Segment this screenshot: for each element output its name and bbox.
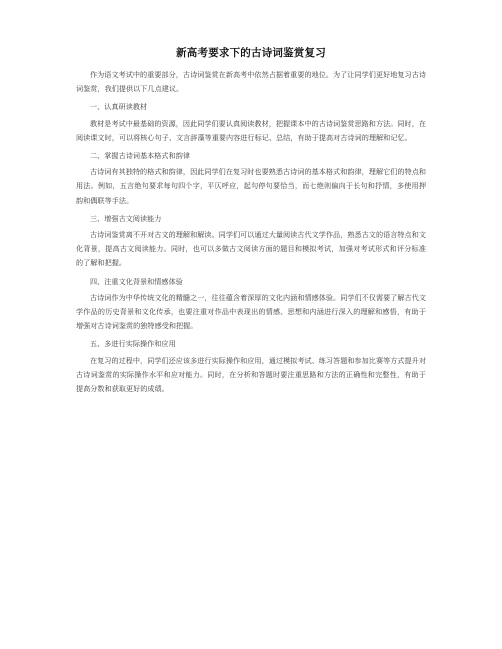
intro-paragraph: 作为语文考试中的重要部分，古诗词鉴赏在新高考中依然占据着重要的地位。为了让同学们更好地复习古诗词鉴赏，我们提供以下几点建议。 <box>76 70 426 94</box>
section-body: 教材是考试中最基础的资源，因此同学们要认真阅读教材，把握课本中的古诗词鉴赏思路和方法。同时，在阅读课文时，可以将核心句子、文言辞藻等重要内容进行标记、总结，有助于提高对古诗词的理解和记忆。 <box>76 118 426 142</box>
section-body: 古诗词鉴赏离不开对古文的理解和解读。同学们可以通过大量阅读古代文学作品，熟悉古文的语言特点和文化背景，提高古文阅读能力。同时，也可以多做古文阅读方面的题目和模拟考试，加强对考试形式和评分标准的了解和把握。 <box>76 230 426 268</box>
section-heading: 五、多进行实际操作和应用 <box>90 339 176 349</box>
section-heading: 二、掌握古诗词基本格式和韵律 <box>90 151 191 161</box>
section-heading: 四、注重文化背景和情感体验 <box>90 276 183 286</box>
section-heading: 三、增强古文阅读能力 <box>90 213 162 223</box>
section-body: 在复习的过程中，同学们还应该多进行实际操作和应用，通过模拟考试、练习答题和参加比赛等方式提升对古诗词鉴赏的实际操作水平和应对能力。同时，在分析和答题时要注重思路和方法的正确性和完整性，有助于提高分数和获取更好的成绩。 <box>76 355 426 394</box>
section-3 <box>76 209 426 271</box>
section-body: 古诗词作为中华传统文化的精髓之一，往往蕴含着深厚的文化内涵和情感体验。同学们不仅需要了解古代文学作品的历史背景和文化传承，也要注重对作品中表现出的情感、思想和内涵进行深入的理解和感悟，有助于增强对古诗词鉴赏的独特感受和把握。 <box>76 292 426 331</box>
section-body: 古诗词有其独特的格式和韵律，因此同学们在复习时也要熟悉古诗词的基本格式和韵律，理解它们的特点和用法。例如，五言绝句要求每句四个字，平仄呼应，起句停句要恰当，而七绝则偏向于长句和抒情，多使用押韵和偶联等手法。 <box>76 167 426 205</box>
document-content <box>76 46 426 397</box>
section-1 <box>76 97 426 145</box>
document-title: 新高考要求下的古诗词鉴赏复习 <box>176 47 326 59</box>
section-5 <box>76 334 426 396</box>
section-4 <box>76 272 426 334</box>
section-2 <box>76 146 426 208</box>
section-heading: 一、认真研读教材 <box>90 102 148 112</box>
